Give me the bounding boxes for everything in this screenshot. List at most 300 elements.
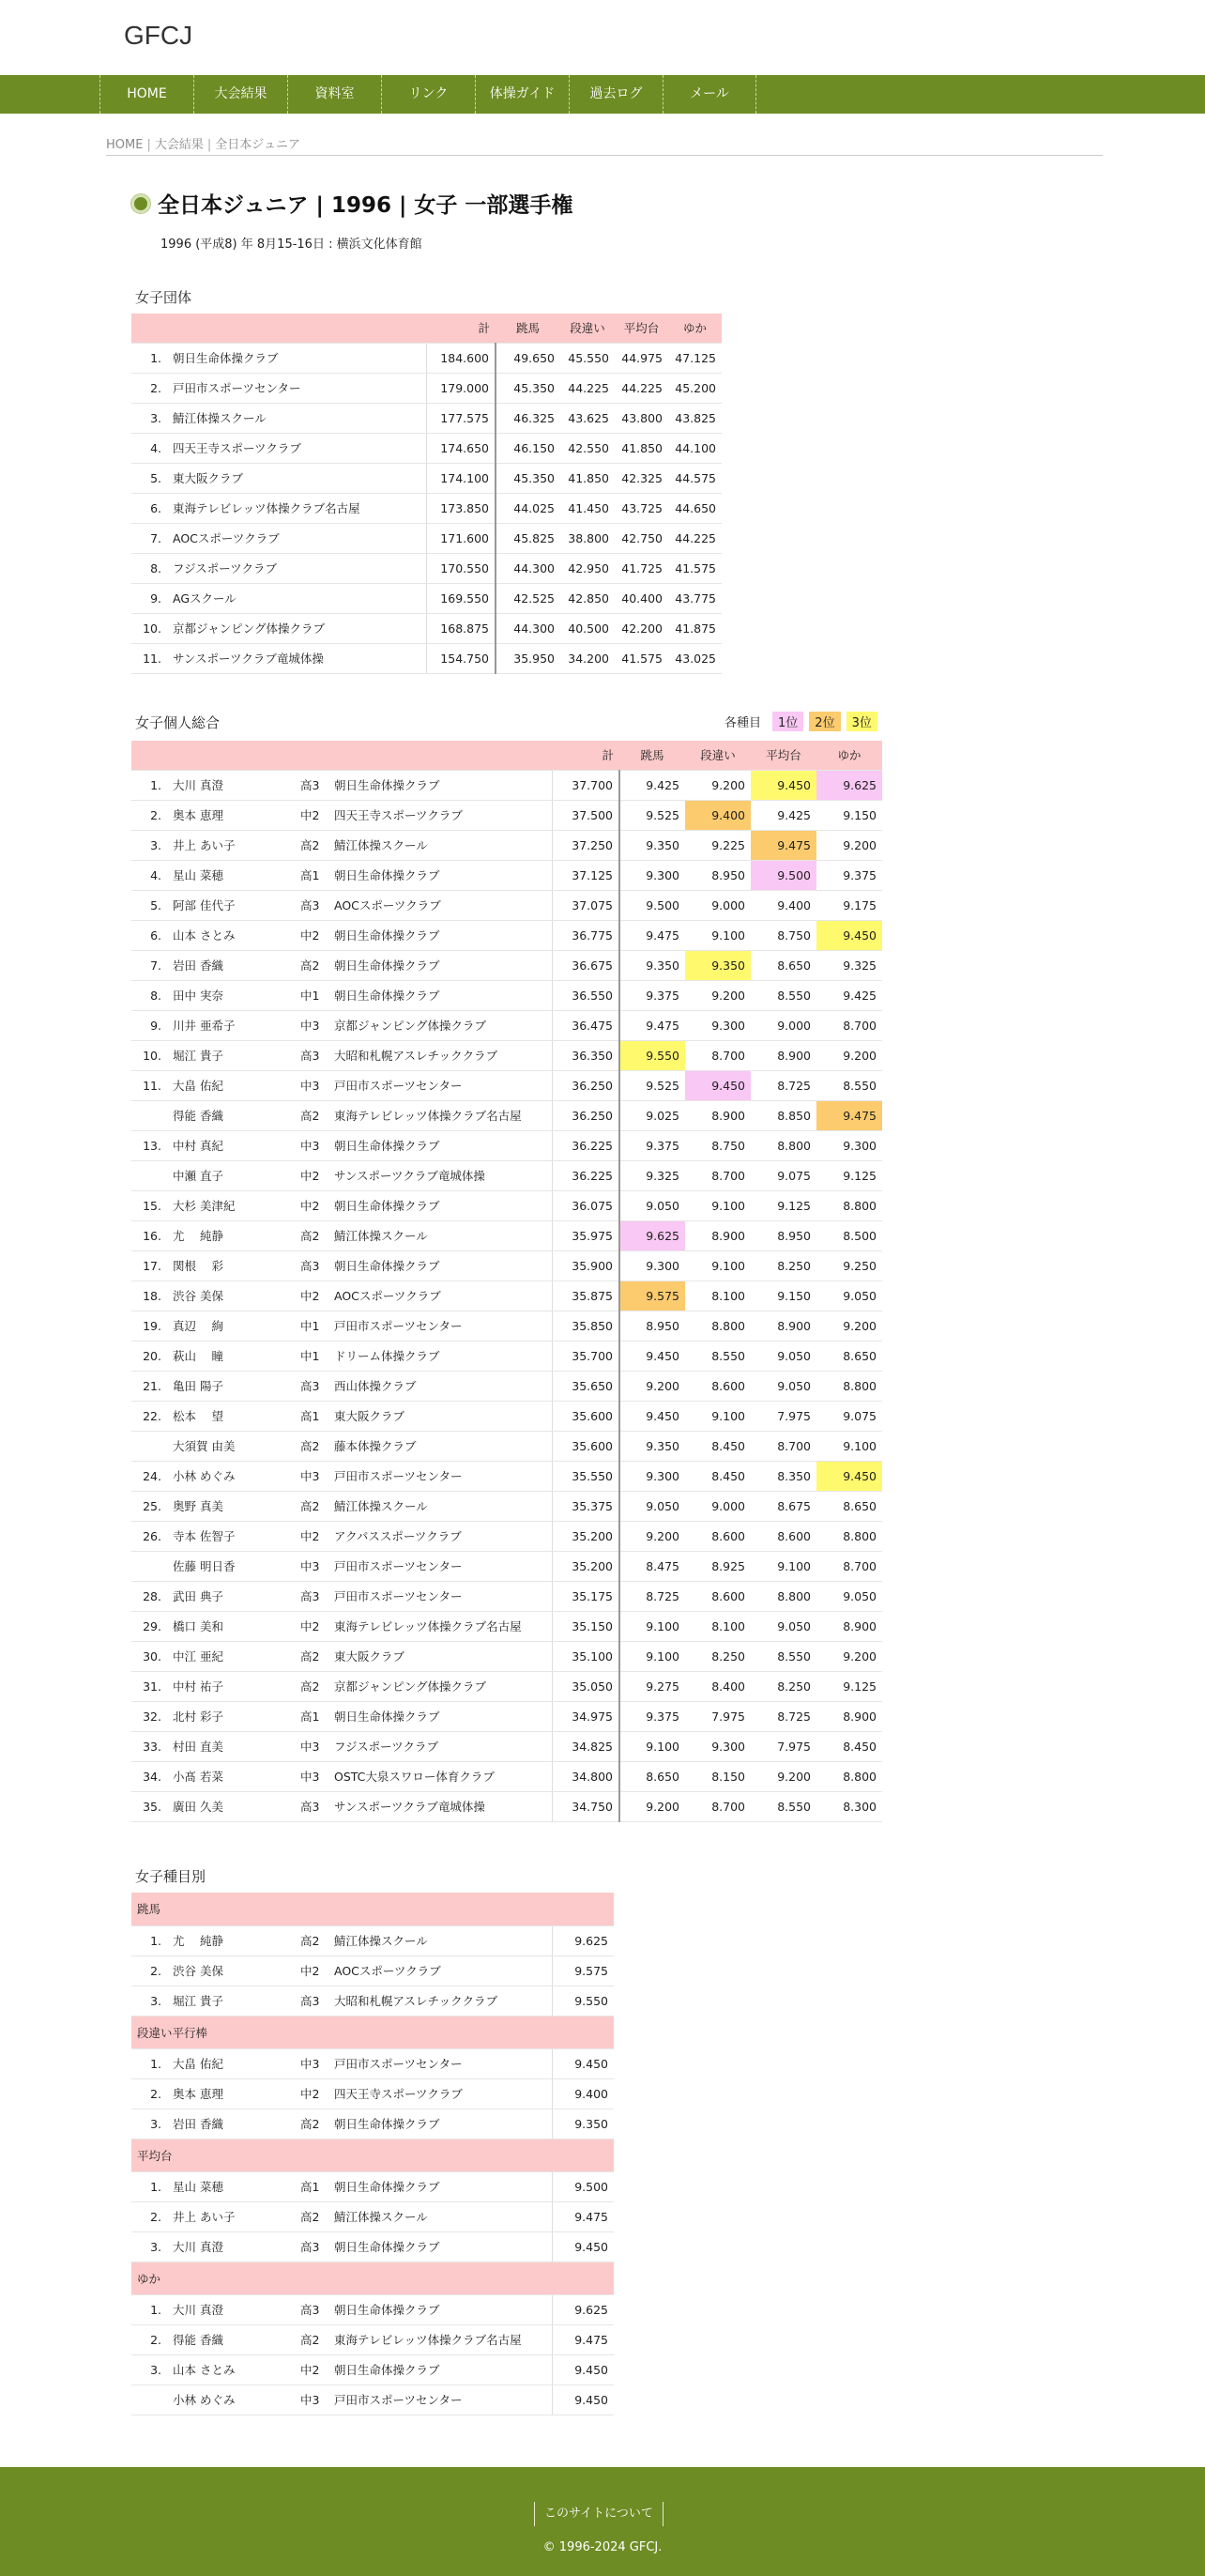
event-score: 9.550 [552,1986,614,2016]
event-category: 跳馬 [131,1893,614,1925]
club: 朝日生命体操クラブ [330,1130,552,1160]
total-score: 35.900 [552,1250,619,1280]
score-bb: 9.050 [751,1341,816,1371]
aa-row [131,1311,882,1341]
rank: 2. [131,2201,169,2231]
aa-row [131,1551,882,1581]
score-fx: 9.150 [816,800,882,830]
grade: 高1 [291,1701,330,1731]
rank: 35. [131,1791,169,1821]
col-vault: 跳馬 [496,314,560,343]
athlete-name: 岩田 香織 [169,950,291,980]
rank: 24. [131,1461,169,1491]
score-ub: 8.600 [685,1521,751,1551]
copyright: © 1996-2024 GFCJ. [542,2540,663,2554]
event-score: 9.625 [552,2294,614,2324]
score-bb: 9.450 [751,770,816,800]
total-score: 35.050 [552,1671,619,1701]
grade: 高3 [291,1250,330,1280]
rank: 28. [131,1581,169,1611]
score-v: 9.475 [619,920,685,950]
nav-item-guide[interactable]: 体操ガイド [475,75,569,114]
col-beam: 平均台 [751,741,816,770]
aa-row [131,860,882,890]
grade: 中1 [291,1341,330,1371]
aa-row [131,1581,882,1611]
event-score: 9.475 [552,2324,614,2354]
event-results-table [131,1893,614,2415]
rank: 4. [131,433,169,463]
rank: 1. [131,2048,169,2078]
total-score: 37.075 [552,890,619,920]
rank: 7. [131,523,169,553]
total-score: 36.550 [552,980,619,1010]
score-bb: 9.050 [751,1371,816,1401]
col-floor: ゆか [668,314,722,343]
score-fx: 41.875 [668,613,722,643]
grade: 中1 [291,980,330,1010]
team-header-row [131,314,722,343]
athlete-name: 村田 直美 [169,1731,291,1761]
club: 鯖江体操スクール [330,2201,552,2231]
breadcrumb-divider [106,155,1103,156]
aa-row [131,1190,882,1220]
rank: 3. [131,403,169,433]
event-score: 9.500 [552,2171,614,2201]
total-score: 35.100 [552,1641,619,1671]
score-ub: 8.150 [685,1761,751,1791]
club: ドリーム体操クラブ [330,1341,552,1371]
total-score: 35.375 [552,1491,619,1521]
athlete-name: 得能 香織 [169,1100,291,1130]
score-bb: 8.725 [751,1701,816,1731]
score-fx: 8.900 [816,1701,882,1731]
nav-item-mail[interactable]: メール [663,75,756,114]
athlete-name: 川井 亜希子 [169,1010,291,1040]
aa-row [131,1641,882,1671]
grade: 中2 [291,1611,330,1641]
total-score: 35.550 [552,1461,619,1491]
aa-header-row [131,741,882,770]
score-ub: 8.950 [685,860,751,890]
grade: 高2 [291,1100,330,1130]
score-bb: 9.125 [751,1190,816,1220]
team-name: サンスポーツクラブ竜城体操 [169,643,426,673]
club: 朝日生命体操クラブ [330,950,552,980]
score-fx: 9.200 [816,1040,882,1070]
score-fx: 9.450 [816,920,882,950]
score-bb: 44.975 [615,343,668,373]
aa-row [131,830,882,860]
total-score: 174.650 [426,433,496,463]
athlete-name: 中江 亜紀 [169,1641,291,1671]
score-v: 9.200 [619,1371,685,1401]
score-bb: 8.650 [751,950,816,980]
grade: 中3 [291,1761,330,1791]
athlete-name: 中瀬 直子 [169,1160,291,1190]
nav-item-links[interactable]: リンク [381,75,475,114]
aa-row [131,950,882,980]
rank: 20. [131,1341,169,1371]
athlete-name: 北村 彩子 [169,1701,291,1731]
event-info: 1996 (平成8) 年 8月15-16日 : 横浜文化体育館 [160,238,422,252]
score-bb: 44.225 [615,373,668,403]
event-row [131,2171,614,2201]
event-score: 9.450 [552,2354,614,2384]
page-title-text: 全日本ジュニア | 1996 | 女子 一部選手権 [158,193,573,218]
total-score: 174.100 [426,463,496,493]
score-ub: 8.250 [685,1641,751,1671]
rank: 1. [131,770,169,800]
score-v: 9.325 [619,1160,685,1190]
total-score: 35.700 [552,1341,619,1371]
event-score: 9.450 [552,2048,614,2078]
score-ub: 34.200 [560,643,615,673]
nav-item-library[interactable]: 資料室 [287,75,381,114]
club: 朝日生命体操クラブ [330,1250,552,1280]
score-fx: 9.200 [816,1311,882,1341]
legend [719,712,877,731]
score-bb: 9.400 [751,890,816,920]
grade: 高3 [291,1791,330,1821]
score-ub: 9.100 [685,1190,751,1220]
club: 戸田市スポーツセンター [330,1461,552,1491]
athlete-name: 堀江 貴子 [169,1986,291,2016]
total-score: 35.200 [552,1551,619,1581]
score-ub: 8.700 [685,1040,751,1070]
score-bb: 7.975 [751,1731,816,1761]
score-ub: 42.550 [560,433,615,463]
club: 藤本体操クラブ [330,1431,552,1461]
event-score: 9.350 [552,2108,614,2139]
rank: 11. [131,1070,169,1100]
club: 四天王寺スポーツクラブ [330,2078,552,2108]
total-score: 36.225 [552,1130,619,1160]
score-bb: 41.575 [615,643,668,673]
score-v: 9.100 [619,1611,685,1641]
event-category-row [131,2016,614,2048]
event-score: 9.400 [552,2078,614,2108]
total-score: 35.200 [552,1521,619,1551]
score-fx: 9.175 [816,890,882,920]
team-name: フジスポーツクラブ [169,553,426,583]
breadcrumb-home[interactable]: HOME [106,138,144,152]
event-row [131,2108,614,2139]
score-bb: 8.750 [751,920,816,950]
grade: 高2 [291,1671,330,1701]
score-v: 9.525 [619,800,685,830]
event-category: ゆか [131,2262,614,2294]
athlete-name: 武田 典子 [169,1581,291,1611]
total-score: 37.700 [552,770,619,800]
rank: 33. [131,1731,169,1761]
rank: 2. [131,1955,169,1986]
club: 戸田市スポーツセンター [330,2048,552,2078]
athlete-name: 山本 さとみ [169,920,291,950]
rank: 9. [131,583,169,613]
grade: 中3 [291,1130,330,1160]
score-fx: 9.250 [816,1250,882,1280]
total-score: 35.975 [552,1220,619,1250]
athlete-name: 大畠 佑紀 [169,1070,291,1100]
score-fx: 8.800 [816,1371,882,1401]
score-bb: 8.800 [751,1581,816,1611]
event-row [131,1925,614,1955]
club: 大昭和札幌アスレチッククラブ [330,1040,552,1070]
team-row [131,403,722,433]
team-row [131,493,722,523]
event-score: 9.625 [552,1925,614,1955]
score-v: 9.050 [619,1491,685,1521]
grade: 高2 [291,1431,330,1461]
athlete-name: 佐藤 明日香 [169,1551,291,1581]
score-ub: 8.900 [685,1220,751,1250]
club: 西山体操クラブ [330,1371,552,1401]
score-ub: 8.800 [685,1311,751,1341]
grade: 中3 [291,1461,330,1491]
grade: 高2 [291,950,330,980]
score-fx: 47.125 [668,343,722,373]
col-bars: 段違い [685,741,751,770]
athlete-name: 大川 真澄 [169,770,291,800]
rank: 10. [131,1040,169,1070]
aa-row [131,980,882,1010]
total-score: 168.875 [426,613,496,643]
club: 東海テレビレッツ体操クラブ名古屋 [330,2324,552,2354]
score-v: 9.025 [619,1100,685,1130]
rank: 8. [131,553,169,583]
team-name: AOCスポーツクラブ [169,523,426,553]
event-score: 9.450 [552,2384,614,2415]
col-beam: 平均台 [615,314,668,343]
aa-row [131,1160,882,1190]
aa-row [131,1220,882,1250]
score-bb: 9.150 [751,1280,816,1311]
grade: 中1 [291,1311,330,1341]
score-fx: 8.700 [816,1551,882,1581]
score-fx: 43.775 [668,583,722,613]
score-v: 8.475 [619,1551,685,1581]
score-ub: 9.450 [685,1070,751,1100]
total-score: 34.800 [552,1761,619,1791]
score-fx: 43.825 [668,403,722,433]
score-v: 9.450 [619,1341,685,1371]
score-ub: 9.100 [685,920,751,950]
aa-row [131,1731,882,1761]
total-score: 154.750 [426,643,496,673]
rank: 8. [131,980,169,1010]
event-score: 9.475 [552,2201,614,2231]
about-site-link[interactable]: このサイトについて [534,2502,664,2526]
rank: 18. [131,1280,169,1311]
total-score: 35.850 [552,1311,619,1341]
score-fx: 8.300 [816,1791,882,1821]
rank: 19. [131,1311,169,1341]
rank: 4. [131,860,169,890]
team-row [131,433,722,463]
club: 四天王寺スポーツクラブ [330,800,552,830]
total-score: 171.600 [426,523,496,553]
total-score: 35.650 [552,1371,619,1401]
score-ub: 41.850 [560,463,615,493]
score-fx: 9.050 [816,1280,882,1311]
score-fx: 44.225 [668,523,722,553]
grade: 高3 [291,1371,330,1401]
score-v: 9.425 [619,770,685,800]
total-score: 36.075 [552,1190,619,1220]
score-v: 49.650 [496,343,560,373]
score-ub: 8.450 [685,1461,751,1491]
club: 朝日生命体操クラブ [330,1190,552,1220]
score-fx: 9.125 [816,1160,882,1190]
score-v: 9.350 [619,950,685,980]
athlete-name: 大川 真澄 [169,2231,291,2262]
legend-third: 3位 [847,712,877,731]
grade: 高2 [291,1641,330,1671]
grade: 高2 [291,2324,330,2354]
score-fx: 9.125 [816,1671,882,1701]
score-bb: 8.800 [751,1130,816,1160]
score-ub: 42.850 [560,583,615,613]
total-score: 35.875 [552,1280,619,1311]
grade: 高3 [291,1040,330,1070]
score-fx: 8.450 [816,1731,882,1761]
score-ub: 9.400 [685,800,751,830]
aa-row [131,1070,882,1100]
score-bb: 9.500 [751,860,816,890]
score-v: 9.375 [619,1130,685,1160]
legend-first: 1位 [772,712,803,731]
athlete-name: 大畠 佑紀 [169,2048,291,2078]
legend-second: 2位 [809,712,840,731]
team-results-table [131,314,722,674]
grade: 高3 [291,1581,330,1611]
score-bb: 9.425 [751,800,816,830]
score-ub: 8.700 [685,1160,751,1190]
club: AOCスポーツクラブ [330,1955,552,1986]
score-v: 9.100 [619,1731,685,1761]
score-bb: 8.850 [751,1100,816,1130]
rank: 15. [131,1190,169,1220]
rank: 3. [131,2354,169,2384]
score-v: 9.450 [619,1401,685,1431]
club: 戸田市スポーツセンター [330,1551,552,1581]
score-bb: 8.900 [751,1311,816,1341]
athlete-name: 大須賀 由美 [169,1431,291,1461]
score-fx: 9.200 [816,830,882,860]
rank: 30. [131,1641,169,1671]
score-fx: 8.900 [816,1611,882,1641]
breadcrumb-current: 全日本ジュニア [215,138,300,152]
event-row [131,2324,614,2354]
score-fx: 9.425 [816,980,882,1010]
total-score: 37.125 [552,860,619,890]
club: AOCスポーツクラブ [330,1280,552,1311]
event-category-row [131,2139,614,2171]
club: 朝日生命体操クラブ [330,980,552,1010]
club: サンスポーツクラブ竜城体操 [330,1791,552,1821]
site-title[interactable]: GFCJ [124,21,193,50]
score-bb: 43.800 [615,403,668,433]
score-v: 9.050 [619,1190,685,1220]
score-bb: 9.100 [751,1551,816,1581]
score-bb: 8.725 [751,1070,816,1100]
score-bb: 8.675 [751,1491,816,1521]
rank [131,1551,169,1581]
club: 京都ジャンピング体操クラブ [330,1010,552,1040]
grade: 高2 [291,2108,330,2139]
rank [131,2384,169,2415]
breadcrumb-results[interactable]: 大会結果 [154,138,204,152]
rank: 6. [131,493,169,523]
score-v: 9.500 [619,890,685,920]
rank: 21. [131,1371,169,1401]
athlete-name: 山本 さとみ [169,2354,291,2384]
club: 朝日生命体操クラブ [330,860,552,890]
score-v: 9.275 [619,1671,685,1701]
score-v: 9.300 [619,1250,685,1280]
score-bb: 8.950 [751,1220,816,1250]
rank: 16. [131,1220,169,1250]
event-row [131,2048,614,2078]
score-v: 46.150 [496,433,560,463]
nav-item-archive[interactable]: 過去ログ [569,75,663,114]
score-v: 46.325 [496,403,560,433]
score-v: 9.200 [619,1791,685,1821]
title-bullet-icon [131,194,150,213]
team-name: 東海テレビレッツ体操クラブ名古屋 [169,493,426,523]
event-row [131,2354,614,2384]
athlete-name: 大川 真澄 [169,2294,291,2324]
team-row [131,613,722,643]
grade: 高2 [291,830,330,860]
athlete-name: 関根 彩 [169,1250,291,1280]
nav-item-home[interactable]: HOME [99,75,193,114]
club: 鯖江体操スクール [330,1220,552,1250]
athlete-name: 阿部 佳代子 [169,890,291,920]
score-v: 42.525 [496,583,560,613]
athlete-name: 星山 菜穂 [169,860,291,890]
rank: 3. [131,2231,169,2262]
nav-item-results[interactable]: 大会結果 [193,75,287,114]
total-score: 169.550 [426,583,496,613]
score-ub: 40.500 [560,613,615,643]
athlete-name: 小林 めぐみ [169,2384,291,2415]
score-ub: 8.700 [685,1791,751,1821]
event-category: 段違い平行棒 [131,2016,614,2048]
athlete-name: 小林 めぐみ [169,1461,291,1491]
grade: 高1 [291,860,330,890]
score-ub: 8.400 [685,1671,751,1701]
rank: 5. [131,463,169,493]
team-section-title: 女子団体 [135,289,192,306]
breadcrumb: HOME | 大会結果 | 全日本ジュニア [106,138,300,152]
score-ub: 9.000 [685,1491,751,1521]
total-score: 177.575 [426,403,496,433]
athlete-name: 尤 純静 [169,1925,291,1955]
aa-row [131,770,882,800]
score-bb: 8.900 [751,1040,816,1070]
score-bb: 9.075 [751,1160,816,1190]
score-v: 9.475 [619,1010,685,1040]
team-name: 京都ジャンピング体操クラブ [169,613,426,643]
score-bb: 8.250 [751,1250,816,1280]
score-bb: 9.200 [751,1761,816,1791]
total-score: 36.350 [552,1040,619,1070]
score-ub: 9.000 [685,890,751,920]
rank: 1. [131,2171,169,2201]
team-row [131,343,722,373]
